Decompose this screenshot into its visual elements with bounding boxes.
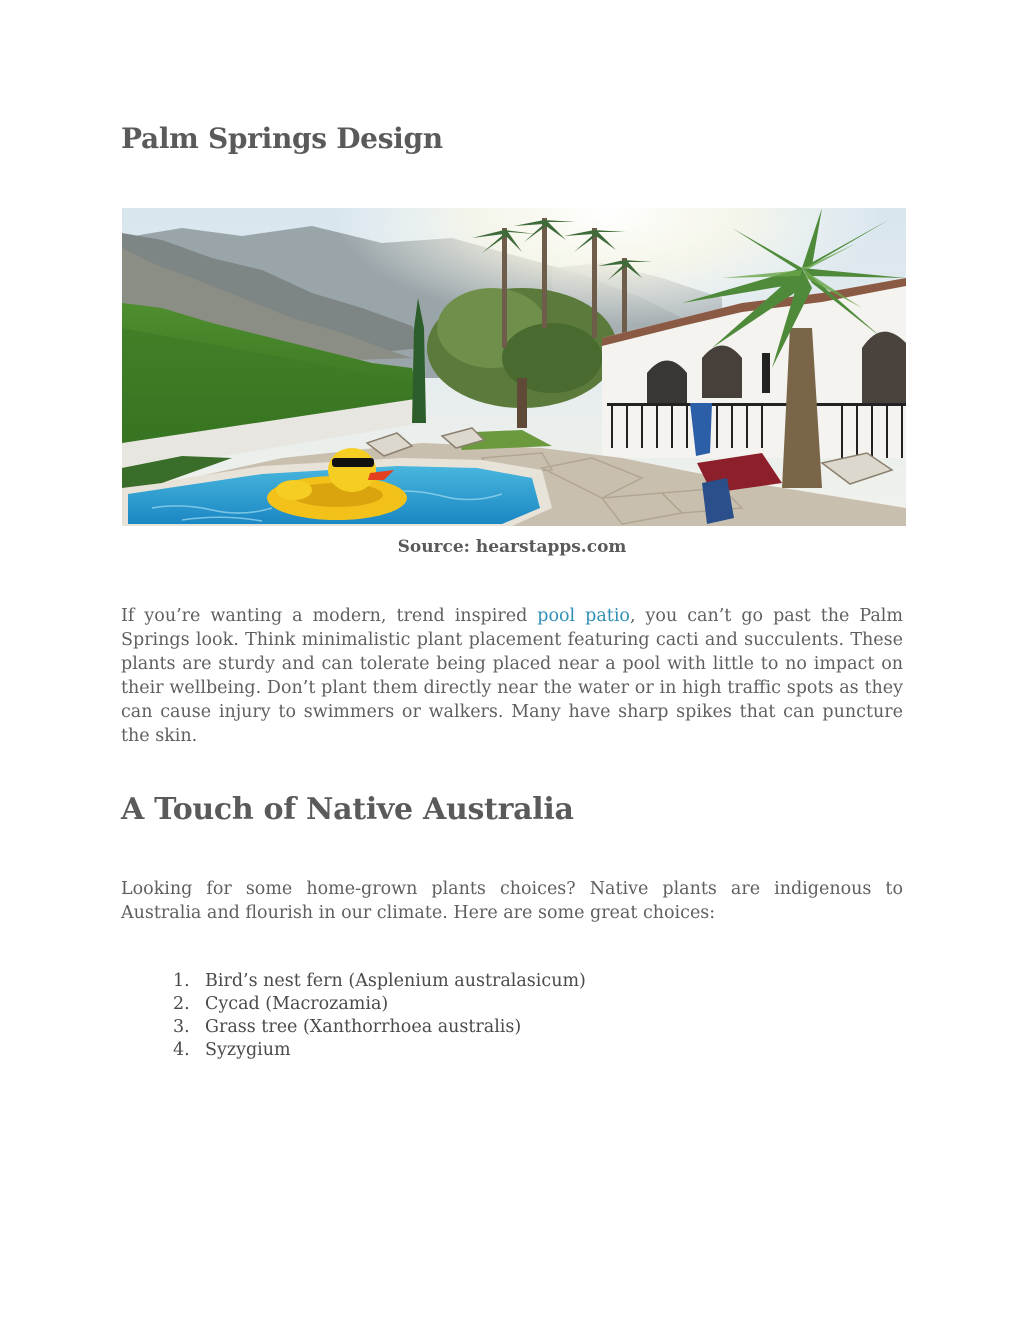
list-item-number: 1. <box>173 971 190 991</box>
list-item-text: Bird’s nest fern (Asplenium australasicum) <box>205 971 586 991</box>
list-item <box>121 1016 586 1039</box>
section-title-native-australia: A Touch of Native Australia <box>121 792 574 827</box>
pool-patio-photo <box>122 208 906 526</box>
hero-image <box>122 208 906 526</box>
pool-patio-link[interactable]: pool patio <box>537 606 630 626</box>
list-item-number: 2. <box>173 994 190 1014</box>
list-item-text: Syzygium <box>205 1040 291 1060</box>
list-item <box>121 970 586 993</box>
list-item-text: Grass tree (Xanthorrhoea australis) <box>205 1017 522 1037</box>
list-item-number: 4. <box>173 1040 190 1060</box>
paragraph-text-after-link: , you can’t go past the Palm Springs look. Think minimalistic plant placement featuring cacti and succulents. These plants are sturdy and can tolerate being placed near a pool with little to no impact on their wellbeing. Don’t plant them directly near the water or in high traffic spots as they can cause injury to swimmers or walkers. Many have sharp spikes that can puncture the skin. <box>121 606 903 746</box>
list-item-number: 3. <box>173 1017 190 1037</box>
plant-list <box>121 970 586 1062</box>
native-australia-paragraph: Looking for some home-grown plants choices? Native plants are indigenous to Australia and flourish in our climate. Here are some great choices: <box>121 879 903 923</box>
image-caption: Source: hearstapps.com <box>397 537 627 557</box>
list-item-text: Cycad (Macrozamia) <box>205 994 389 1014</box>
palm-springs-paragraph <box>121 604 903 748</box>
list-item <box>121 993 586 1016</box>
paragraph-text-before-link: If you’re wanting a modern, trend inspired <box>121 606 538 626</box>
list-item <box>121 1039 586 1062</box>
section-title-palm-springs: Palm Springs Design <box>121 122 443 155</box>
